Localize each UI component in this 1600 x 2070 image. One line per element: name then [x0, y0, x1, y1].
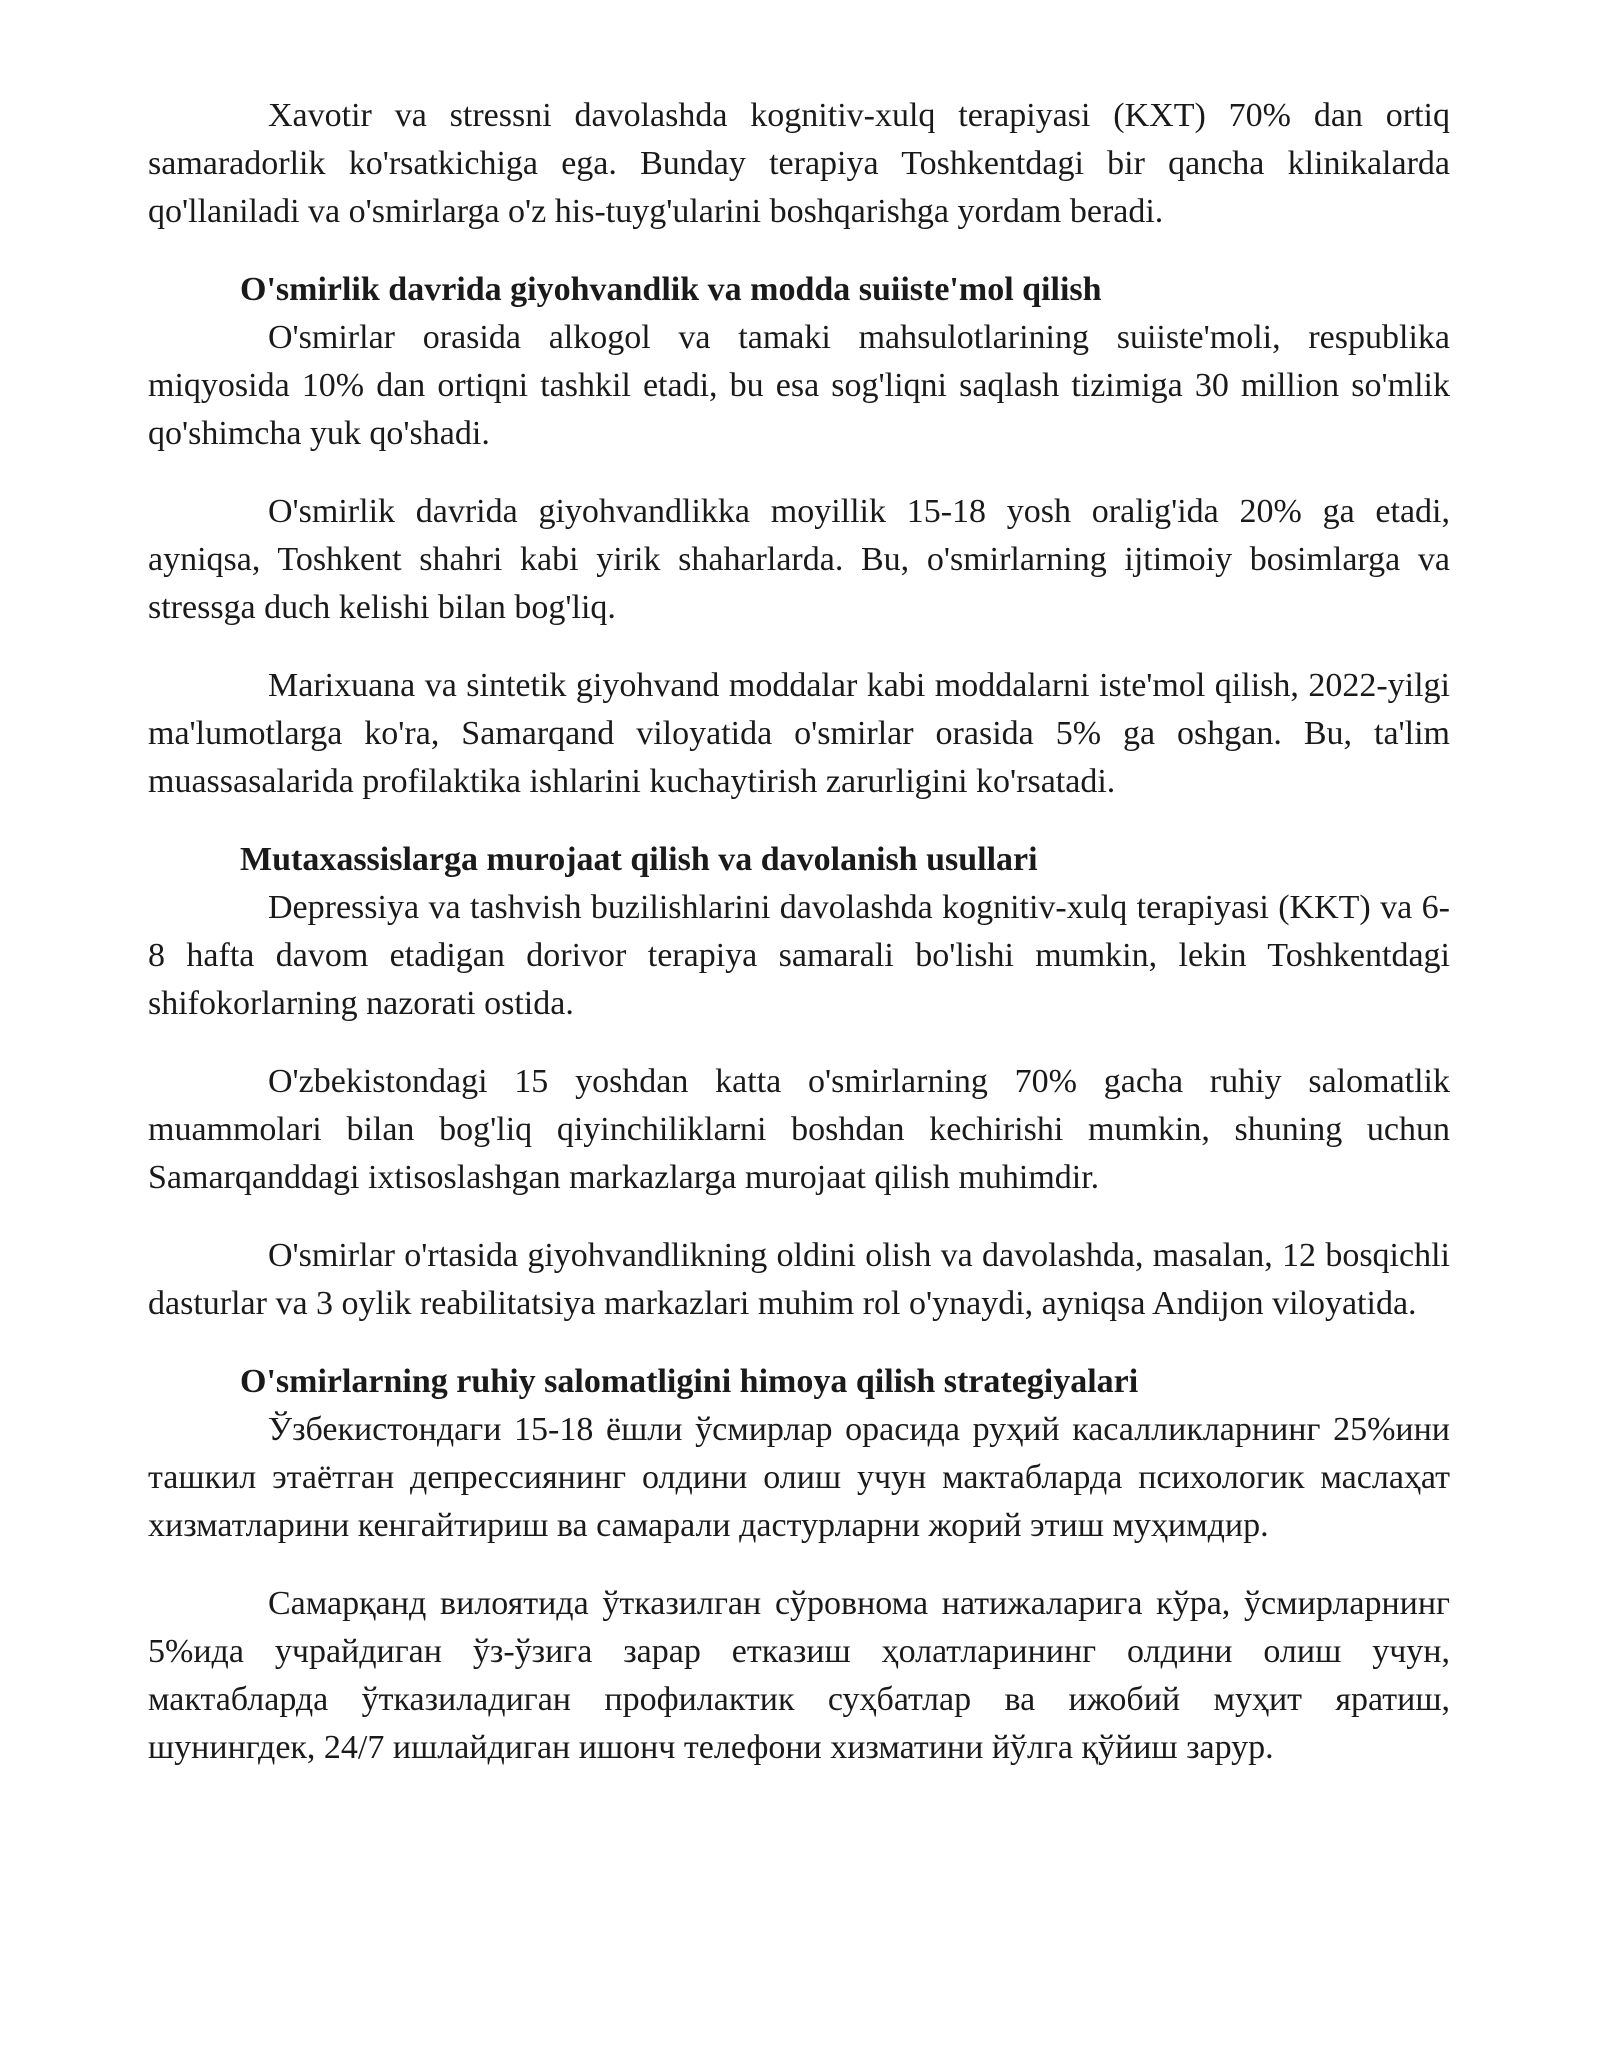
paragraph-alcohol-tobacco: O'smirlar orasida alkogol va tamaki mahsulotlarining suiiste'moli, respublika miqyosida 10% dan ortiqni tashkil etadi, bu esa sog'liqni saqlash tizimiga 30 million so'mlik qo'shimcha yuk qo'shadi. [148, 319, 1450, 452]
paragraph-depression-treatment: Depressiya va tashvish buzilishlarini davolashda kognitiv-xulq terapiyasi (KKT) va 6-8 hafta davom etadigan dorivor terapiya samarali bo'lishi mumkin, lekin Toshkentdagi shifokorlarning nazorati ostida. [148, 889, 1450, 1022]
heading-specialists-treatment: Mutaxassislarga murojaat qilish va davolanish usullari [240, 841, 1038, 878]
heading-substance-abuse: O'smirlik davrida giyohvandlik va modda suiiste'mol qilish [240, 271, 1102, 308]
paragraph-self-harm-prevention-cyrillic: Самарқанд вилоятида ўтказилган сўровнома натижаларига кўра, ўсмирларнинг 5%ида учрайдиган ўз-ўзига зарар етказиш ҳолатларининг олдини олиш учун, мактабларда ўтказиладиган профилактик суҳбатлар ва ижобий муҳит яратиш, шунингдек, 24/7 ишлайдиган ишонч телефони хизматини йўлга қўйиш зарур. [148, 1585, 1450, 1766]
paragraph-mental-health-problems: O'zbekistondagi 15 yoshdan katta o'smirlarning 70% gacha ruhiy salomatlik muammolari bilan bog'liq qiyinchiliklarni boshdan kechirishi mumkin, shuning uchun Samarqanddagi ixtisoslashgan markazlarga murojaat qilish muhimdir. [148, 1063, 1450, 1196]
document-page [148, 92, 1450, 1772]
paragraph-addiction-tendency: O'smirlik davrida giyohvandlikka moyillik 15-18 yosh oralig'ida 20% ga etadi, ayniqsa, Toshkent shahri kabi yirik shaharlarda. Bu, o'smirlarning ijtimoiy bosimlarga va stressga duch kelishi bilan bog'liq. [148, 493, 1450, 626]
paragraph-rehabilitation-programs: O'smirlar o'rtasida giyohvandlikning oldini olish va davolashda, masalan, 12 bosqichli dasturlar va 3 oylik reabilitatsiya markazlari muhim rol o'ynaydi, ayniqsa Andijon viloyatida. [148, 1237, 1450, 1322]
paragraph-anxiety-therapy: Xavotir va stressni davolashda kognitiv-xulq terapiyasi (KXT) 70% dan ortiq samaradorlik ko'rsatkichiga ega. Bunday terapiya Toshkentdagi bir qancha klinikalarda qo'llaniladi va o'smirlarga o'z his-tuyg'ularini boshqarishga yordam beradi. [148, 97, 1450, 230]
paragraph-depression-prevention-cyrillic: Ўзбекистондаги 15-18 ёшли ўсмирлар орасида руҳий касалликларнинг 25%ини ташкил этаётган депрессиянинг олдини олиш учун мактабларда психологик маслаҳат хизматларини кенгайтириш ва самарали дастурларни жорий этиш муҳимдир. [148, 1411, 1450, 1544]
heading-protection-strategies: O'smirlarning ruhiy salomatligini himoya qilish strategiyalari [240, 1363, 1139, 1400]
paragraph-marijuana-synthetic: Marixuana va sintetik giyohvand moddalar kabi moddalarni iste'mol qilish, 2022-yilgi ma'lumotlarga ko'ra, Samarqand viloyatida o'smirlar orasida 5% ga oshgan. Bu, ta'lim muassasalarida profilaktika ishlarini kuchaytirish zarurligini ko'rsatadi. [148, 667, 1450, 800]
